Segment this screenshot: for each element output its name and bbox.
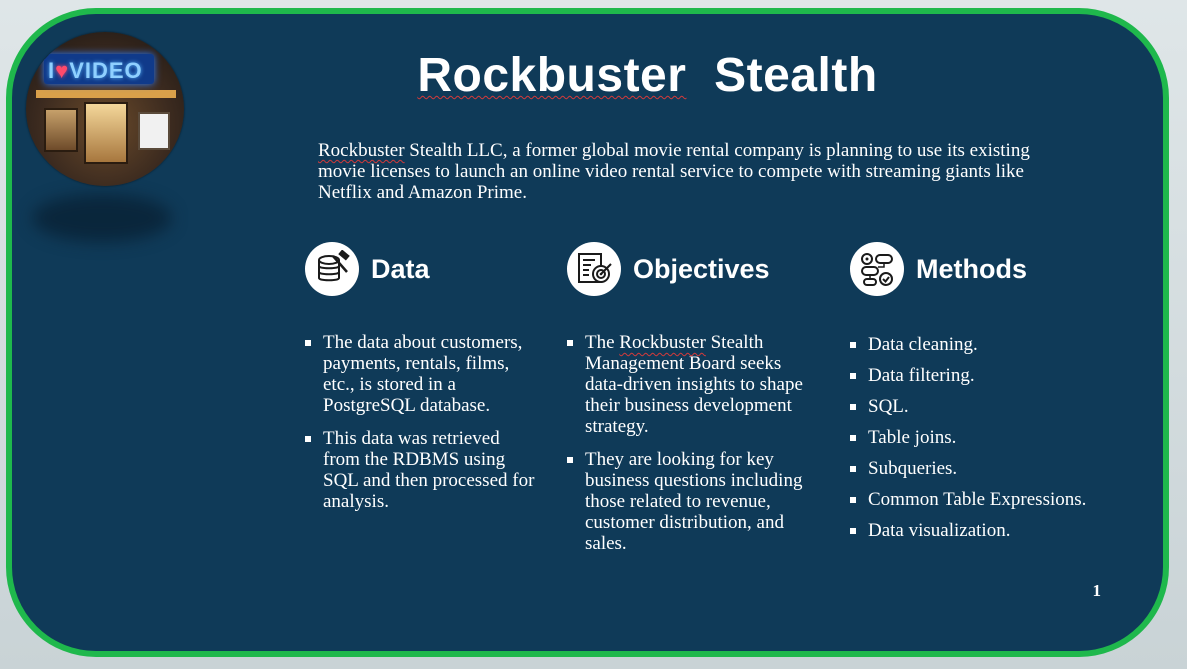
methods-section: [850, 242, 1140, 551]
slide-title: [12, 48, 1163, 103]
methods-section-title: Methods: [916, 253, 1027, 284]
objectives-bullet-2: They are looking for key business questions including those related to revenue, customer distribution, and sales.: [567, 449, 812, 554]
page-number: 1: [1092, 581, 1101, 600]
methods-bullet-7: Data visualization.: [850, 520, 1140, 541]
logo-sign-text: I♥VIDEO: [48, 58, 143, 83]
data-bullet-list: [305, 332, 540, 512]
workflow-gear-icon: [850, 242, 904, 296]
methods-bullet-1: Data cleaning.: [850, 334, 1140, 355]
title-word-stealth: Stealth: [714, 49, 878, 102]
intro-highlight: Rockbuster: [318, 140, 405, 161]
logo-window: [44, 108, 78, 152]
data-bullet-2: This data was retrieved from the RDBMS using SQL and then processed for analysis.: [305, 428, 540, 512]
methods-section-header: [850, 242, 1140, 296]
intro-text: Stealth LLC, a former global movie rental company is planning to use its existing movie licenses to launch an online video rental service to compete with streaming giants like Netflix and Amazon Prime.: [318, 140, 1030, 203]
methods-bullet-3: SQL.: [850, 396, 1140, 417]
methods-bullet-4: Table joins.: [850, 427, 1140, 448]
database-hammer-icon: [305, 242, 359, 296]
data-section-title: Data: [371, 253, 430, 284]
data-section: [305, 242, 540, 524]
objectives-section-title: Objectives: [633, 253, 770, 284]
intro-paragraph: [318, 140, 1058, 203]
title-word-rockbuster: Rockbuster: [417, 49, 687, 102]
slide: [6, 8, 1169, 657]
objectives-bullet-list: [567, 332, 812, 554]
objectives-section: [567, 242, 812, 566]
objectives-bullet-1: The Rockbuster Stealth Management Board seeks data-driven insights to shape their business development strategy.: [567, 332, 812, 437]
methods-bullet-2: Data filtering.: [850, 365, 1140, 386]
logo-poster: [138, 112, 170, 150]
objectives-section-header: [567, 242, 812, 296]
methods-bullet-6: Common Table Expressions.: [850, 489, 1140, 510]
logo-shadow: [32, 194, 172, 242]
logo-door: [84, 102, 128, 164]
report-target-icon: [567, 242, 621, 296]
methods-bullet-list: [850, 334, 1140, 541]
data-section-header: [305, 242, 540, 296]
objectives-highlight: Rockbuster: [619, 332, 706, 353]
methods-bullet-5: Subqueries.: [850, 458, 1140, 479]
data-bullet-1: The data about customers, payments, rentals, films, etc., is stored in a PostgreSQL database.: [305, 332, 540, 416]
